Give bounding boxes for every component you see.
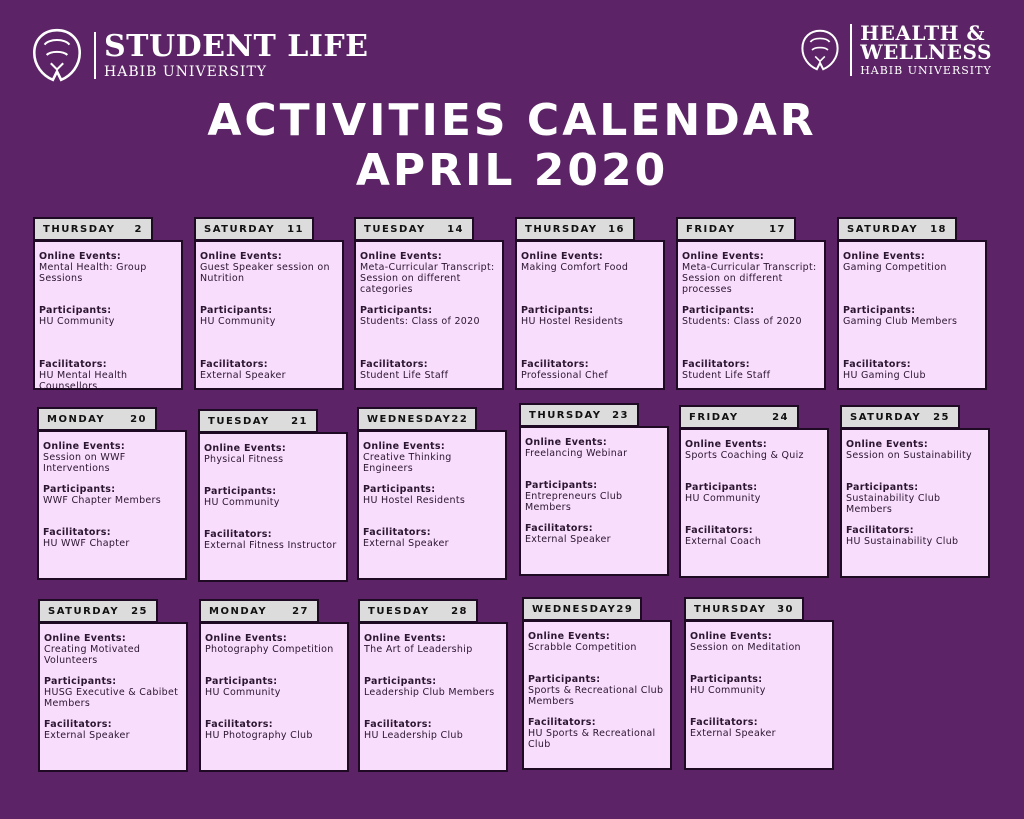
day-name: THURSDAY bbox=[525, 223, 598, 235]
event-participants-label: Participants: bbox=[521, 305, 594, 316]
event-name-section bbox=[363, 441, 499, 484]
day-tab bbox=[684, 597, 804, 621]
event-participants-label: Participants: bbox=[205, 676, 278, 687]
day-date: 25 bbox=[933, 411, 950, 423]
health-wellness-subtitle: HABIB UNIVERSITY bbox=[860, 64, 992, 77]
event-card bbox=[522, 620, 672, 770]
event-facilitators: HU Photography Club bbox=[205, 730, 313, 741]
day-name: MONDAY bbox=[47, 413, 106, 425]
event-facilitators: Student Life Staff bbox=[360, 370, 449, 381]
event-name-label: Online Events: bbox=[843, 251, 925, 262]
day-name: WEDNESDAY bbox=[367, 413, 452, 425]
day-name: SATURDAY bbox=[850, 411, 922, 423]
event-participants-label: Participants: bbox=[682, 305, 755, 316]
event-card bbox=[837, 240, 987, 390]
event-facilitators-section bbox=[843, 359, 979, 381]
event-name-label: Online Events: bbox=[44, 633, 126, 644]
event-name-section bbox=[39, 251, 175, 305]
event-participants-section bbox=[846, 482, 982, 525]
event-name-section bbox=[44, 633, 180, 676]
lion-icon bbox=[796, 24, 844, 76]
event-name: Creating Motivated Volunteers bbox=[44, 644, 141, 666]
event-participants-section bbox=[44, 676, 180, 719]
event-name-section bbox=[843, 251, 979, 305]
event-participants-label: Participants: bbox=[843, 305, 916, 316]
day-name: SATURDAY bbox=[204, 223, 276, 235]
event-participants: HU Hostel Residents bbox=[363, 495, 466, 506]
event-participants: Entrepreneurs Club Members bbox=[525, 491, 623, 513]
event-card bbox=[357, 430, 507, 580]
event-participants-label: Participants: bbox=[360, 305, 433, 316]
event-name-section bbox=[204, 443, 340, 486]
event-facilitators: HU WWF Chapter bbox=[43, 538, 130, 549]
day-date: 16 bbox=[608, 223, 625, 235]
event-facilitators: External Speaker bbox=[690, 728, 776, 739]
event-facilitators-label: Facilitators: bbox=[200, 359, 268, 370]
event-participants: HU Hostel Residents bbox=[521, 316, 624, 327]
event-name-section bbox=[43, 441, 179, 484]
event-name: Physical Fitness bbox=[204, 454, 284, 465]
day-tab bbox=[38, 599, 158, 623]
event-facilitators-section bbox=[360, 359, 496, 381]
event-name-label: Online Events: bbox=[200, 251, 282, 262]
event-name-label: Online Events: bbox=[682, 251, 764, 262]
day-tab bbox=[515, 217, 635, 241]
event-name-label: Online Events: bbox=[685, 439, 767, 450]
event-name: Guest Speaker session on Nutrition bbox=[200, 262, 330, 284]
event-participants: HU Community bbox=[39, 316, 115, 327]
event-name-label: Online Events: bbox=[360, 251, 442, 262]
day-tab bbox=[357, 407, 477, 431]
event-participants: Students: Class of 2020 bbox=[360, 316, 480, 327]
event-card bbox=[358, 622, 508, 772]
event-facilitators-section bbox=[200, 359, 336, 381]
day-tab bbox=[676, 217, 796, 241]
event-name: Creative Thinking Engineers bbox=[363, 452, 452, 474]
event-name: Session on Meditation bbox=[690, 642, 801, 653]
event-facilitators-label: Facilitators: bbox=[204, 529, 272, 540]
event-participants-label: Participants: bbox=[364, 676, 437, 687]
event-card bbox=[198, 432, 348, 582]
event-facilitators: External Coach bbox=[685, 536, 762, 547]
event-name-label: Online Events: bbox=[204, 443, 286, 454]
event-participants-section bbox=[843, 305, 979, 359]
day-tab bbox=[522, 597, 642, 621]
event-participants-section bbox=[525, 480, 661, 523]
title-line-1: ACTIVITIES CALENDAR bbox=[207, 95, 817, 146]
day-name: WEDNESDAY bbox=[532, 603, 617, 615]
event-name-label: Online Events: bbox=[528, 631, 610, 642]
event-name-section bbox=[846, 439, 982, 482]
event-facilitators-section bbox=[44, 719, 180, 741]
event-card bbox=[684, 620, 834, 770]
event-name-section bbox=[521, 251, 657, 305]
event-facilitators-label: Facilitators: bbox=[43, 527, 111, 538]
event-participants-section bbox=[39, 305, 175, 359]
event-facilitators-section bbox=[205, 719, 341, 741]
event-facilitators: HU Gaming Club bbox=[843, 370, 926, 381]
event-participants: Students: Class of 2020 bbox=[682, 316, 802, 327]
event-participants: HU Community bbox=[205, 687, 281, 698]
event-facilitators-label: Facilitators: bbox=[205, 719, 273, 730]
day-name: THURSDAY bbox=[529, 409, 602, 421]
event-name-section bbox=[690, 631, 826, 674]
event-participants-section bbox=[528, 674, 664, 717]
event-participants-label: Participants: bbox=[204, 486, 277, 497]
event-participants-section bbox=[690, 674, 826, 717]
event-name-section bbox=[682, 251, 818, 305]
event-participants-section bbox=[364, 676, 500, 719]
event-name-label: Online Events: bbox=[690, 631, 772, 642]
day-tab bbox=[354, 217, 474, 241]
event-facilitators-section bbox=[690, 717, 826, 739]
event-name: Meta-Curricular Transcript: Session on different processes bbox=[682, 262, 817, 295]
event-facilitators: HU Sports & Recreational Club bbox=[528, 728, 656, 750]
day-date: 27 bbox=[292, 605, 309, 617]
event-facilitators-section bbox=[204, 529, 340, 551]
day-tab bbox=[33, 217, 153, 241]
event-name-section bbox=[364, 633, 500, 676]
title-line-2: APRIL 2020 bbox=[355, 145, 669, 196]
day-date: 22 bbox=[451, 413, 469, 425]
day-name: MONDAY bbox=[209, 605, 268, 617]
day-name: THURSDAY bbox=[43, 223, 116, 235]
event-facilitators-label: Facilitators: bbox=[44, 719, 112, 730]
health-wellness-title-1: HEALTH & bbox=[860, 21, 986, 45]
event-participants: Leadership Club Members bbox=[364, 687, 495, 698]
event-facilitators-label: Facilitators: bbox=[685, 525, 753, 536]
event-card bbox=[38, 622, 188, 772]
day-name: FRIDAY bbox=[686, 223, 736, 235]
event-facilitators: HU Mental Health Counsellors bbox=[39, 370, 128, 392]
event-participants-label: Participants: bbox=[200, 305, 273, 316]
event-name: Session on WWF Interventions bbox=[43, 452, 126, 474]
event-name-label: Online Events: bbox=[846, 439, 928, 450]
event-name: The Art of Leadership bbox=[364, 644, 473, 655]
event-participants: HU Community bbox=[690, 685, 766, 696]
event-facilitators-label: Facilitators: bbox=[525, 523, 593, 534]
event-participants-section bbox=[360, 305, 496, 359]
event-name-section bbox=[528, 631, 664, 674]
event-name-label: Online Events: bbox=[205, 633, 287, 644]
day-tab bbox=[840, 405, 960, 429]
event-participants-section bbox=[204, 486, 340, 529]
event-name-label: Online Events: bbox=[39, 251, 121, 262]
day-name: TUESDAY bbox=[364, 223, 426, 235]
event-name: Scrabble Competition bbox=[528, 642, 637, 653]
event-participants: HUSG Executive & Cabibet Members bbox=[44, 687, 179, 709]
event-facilitators-label: Facilitators: bbox=[364, 719, 432, 730]
event-facilitators-section bbox=[525, 523, 661, 545]
event-participants-section bbox=[685, 482, 821, 525]
event-facilitators-label: Facilitators: bbox=[690, 717, 758, 728]
event-facilitators: Professional Chef bbox=[521, 370, 609, 381]
event-card bbox=[515, 240, 665, 390]
event-name: Meta-Curricular Transcript: Session on different categories bbox=[360, 262, 495, 295]
day-name: TUESDAY bbox=[208, 415, 270, 427]
event-participants: WWF Chapter Members bbox=[43, 495, 161, 506]
event-participants-label: Participants: bbox=[528, 674, 601, 685]
day-tab bbox=[37, 407, 157, 431]
event-name-label: Online Events: bbox=[521, 251, 603, 262]
day-name: SATURDAY bbox=[847, 223, 919, 235]
event-name-section bbox=[205, 633, 341, 676]
event-facilitators: HU Leadership Club bbox=[364, 730, 464, 741]
event-participants-label: Participants: bbox=[43, 484, 116, 495]
event-participants: Sustainability Club Members bbox=[846, 493, 941, 515]
event-participants-label: Participants: bbox=[44, 676, 117, 687]
page-title bbox=[0, 96, 1024, 196]
health-wellness-logo bbox=[796, 21, 992, 77]
event-card bbox=[679, 428, 829, 578]
day-tab bbox=[519, 403, 639, 427]
event-facilitators-section bbox=[363, 527, 499, 549]
day-tab bbox=[194, 217, 314, 241]
day-date: 17 bbox=[769, 223, 786, 235]
day-date: 29 bbox=[616, 603, 634, 615]
event-participants-label: Participants: bbox=[525, 480, 598, 491]
event-participants-section bbox=[205, 676, 341, 719]
event-facilitators: External Speaker bbox=[200, 370, 286, 381]
event-name: Freelancing Webinar bbox=[525, 448, 628, 459]
day-tab bbox=[358, 599, 478, 623]
event-name-section bbox=[525, 437, 661, 480]
event-card bbox=[840, 428, 990, 578]
event-facilitators-section bbox=[685, 525, 821, 547]
event-participants: HU Community bbox=[204, 497, 280, 508]
event-name: Mental Health: Group Sessions bbox=[39, 262, 147, 284]
day-tab bbox=[198, 409, 318, 433]
lion-icon bbox=[26, 24, 88, 86]
event-facilitators: Student Life Staff bbox=[682, 370, 771, 381]
day-tab bbox=[679, 405, 799, 429]
event-facilitators: External Speaker bbox=[44, 730, 130, 741]
event-facilitators-label: Facilitators: bbox=[360, 359, 428, 370]
event-facilitators: HU Sustainability Club bbox=[846, 536, 959, 547]
event-name: Sports Coaching & Quiz bbox=[685, 450, 804, 461]
day-date: 24 bbox=[772, 411, 789, 423]
event-card bbox=[37, 430, 187, 580]
event-participants: HU Community bbox=[685, 493, 761, 504]
event-facilitators-label: Facilitators: bbox=[363, 527, 431, 538]
day-date: 14 bbox=[447, 223, 464, 235]
event-name: Session on Sustainability bbox=[846, 450, 972, 461]
event-facilitators-label: Facilitators: bbox=[528, 717, 596, 728]
event-card bbox=[519, 426, 669, 576]
day-tab bbox=[199, 599, 319, 623]
event-card bbox=[354, 240, 504, 390]
event-name: Photography Competition bbox=[205, 644, 334, 655]
event-participants-section bbox=[363, 484, 499, 527]
student-life-title: STUDENT LIFE bbox=[104, 28, 369, 64]
event-name-label: Online Events: bbox=[43, 441, 125, 452]
event-facilitators: External Fitness Instructor bbox=[204, 540, 337, 551]
day-date: 25 bbox=[131, 605, 148, 617]
event-card bbox=[194, 240, 344, 390]
day-name: FRIDAY bbox=[689, 411, 739, 423]
event-participants: Sports & Recreational Club Members bbox=[528, 685, 664, 707]
event-facilitators-label: Facilitators: bbox=[846, 525, 914, 536]
day-date: 28 bbox=[451, 605, 468, 617]
day-date: 2 bbox=[134, 223, 143, 235]
day-date: 21 bbox=[291, 415, 308, 427]
event-facilitators-section bbox=[43, 527, 179, 549]
day-date: 20 bbox=[130, 413, 147, 425]
event-participants-section bbox=[521, 305, 657, 359]
event-participants: HU Community bbox=[200, 316, 276, 327]
event-name: Gaming Competition bbox=[843, 262, 947, 273]
event-facilitators-label: Facilitators: bbox=[39, 359, 107, 370]
event-name-label: Online Events: bbox=[525, 437, 607, 448]
event-participants-section bbox=[682, 305, 818, 359]
event-facilitators: External Speaker bbox=[525, 534, 611, 545]
event-facilitators-section bbox=[521, 359, 657, 381]
event-name-section bbox=[360, 251, 496, 305]
event-participants-label: Participants: bbox=[846, 482, 919, 493]
event-name-section bbox=[685, 439, 821, 482]
event-facilitators-label: Facilitators: bbox=[843, 359, 911, 370]
student-life-logo bbox=[26, 24, 369, 86]
event-facilitators-section bbox=[528, 717, 664, 750]
day-date: 18 bbox=[930, 223, 947, 235]
event-participants-section bbox=[200, 305, 336, 359]
day-date: 23 bbox=[612, 409, 629, 421]
event-facilitators-section bbox=[39, 359, 175, 392]
day-date: 11 bbox=[287, 223, 304, 235]
day-name: THURSDAY bbox=[694, 603, 767, 615]
event-participants-section bbox=[43, 484, 179, 527]
event-card bbox=[33, 240, 183, 390]
event-facilitators-section bbox=[846, 525, 982, 547]
event-participants-label: Participants: bbox=[39, 305, 112, 316]
event-participants-label: Participants: bbox=[690, 674, 763, 685]
student-life-subtitle: HABIB UNIVERSITY bbox=[104, 63, 268, 80]
event-facilitators-label: Facilitators: bbox=[521, 359, 589, 370]
event-participants-label: Participants: bbox=[685, 482, 758, 493]
event-card bbox=[676, 240, 826, 390]
day-date: 30 bbox=[777, 603, 794, 615]
event-participants: Gaming Club Members bbox=[843, 316, 958, 327]
event-facilitators: External Speaker bbox=[363, 538, 449, 549]
event-name: Making Comfort Food bbox=[521, 262, 629, 273]
event-name-section bbox=[200, 251, 336, 305]
event-name-label: Online Events: bbox=[363, 441, 445, 452]
event-name-label: Online Events: bbox=[364, 633, 446, 644]
health-wellness-title-2: WELLNESS bbox=[860, 40, 992, 64]
day-name: SATURDAY bbox=[48, 605, 120, 617]
event-card bbox=[199, 622, 349, 772]
event-participants-label: Participants: bbox=[363, 484, 436, 495]
event-facilitators-label: Facilitators: bbox=[682, 359, 750, 370]
day-name: TUESDAY bbox=[368, 605, 430, 617]
event-facilitators-section bbox=[682, 359, 818, 381]
day-tab bbox=[837, 217, 957, 241]
event-facilitators-section bbox=[364, 719, 500, 741]
